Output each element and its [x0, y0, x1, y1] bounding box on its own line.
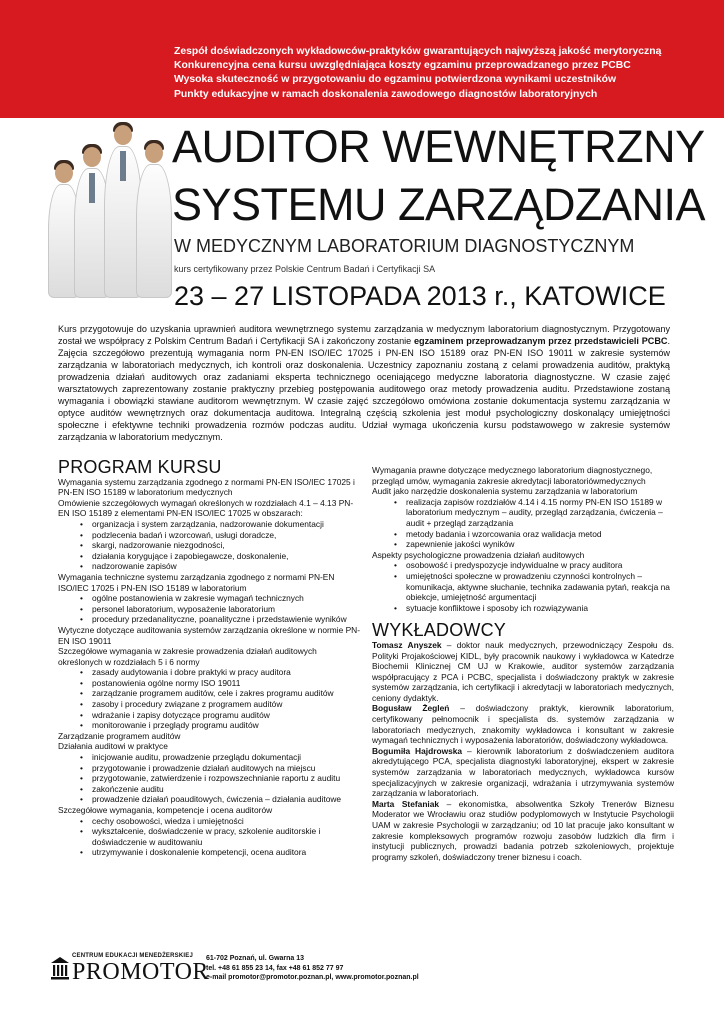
promotor-logo [50, 951, 209, 989]
lecturer-name: Bogusław Żegleń [372, 703, 450, 714]
list-item: • cechy osobowości, wiedza i umiejętności [80, 816, 361, 827]
program-section [58, 457, 361, 858]
logo-tagline: CENTRUM EDUKACJI MENEDŻERSKIEJ [72, 953, 194, 959]
list-item: • nadzorowanie zapisów [80, 561, 361, 572]
lecturer-description: – doświadczony praktyk, kierownik laboratorium, certyfikowany pełnomocnik i specjalista ds. systemów zarządzania w laboratoriach medycznych, znakomity wykładowca i konsultant w zakresie wymagań technicznych i wyposażenia laboratoriów, doświadczony wykładowca. [372, 703, 674, 746]
benefit-item: Punkty edukacyjne w ramach doskonalenia zawodowego diagnostów laboratoryjnych [174, 88, 598, 100]
list-item: • realizacja zapisów rozdziałów 4.14 i 4.15 normy PN-EN ISO 15189 w laboratorium medycznym – audity, przegląd zarządzania, ćwiczenia – audit + przegląd zarządzania [394, 497, 674, 529]
benefit-item: Zespół doświadczonych wykładowców-praktyków gwarantujących najwyższą jakość merytoryczną [174, 46, 662, 57]
program-item: Audit jako narzędzie doskonalenia systemu zarządzania w laboratorium [372, 486, 638, 497]
program-item: Wymagania prawne dotyczące medycznego laboratorium diagnostycznego, przegląd umów, wymagania zakresie akredytacji laboratoriówmedycznych [372, 465, 653, 486]
list-item: • procedury przedanalityczne, poanalityczne i przedstawienie wyników [80, 614, 361, 625]
bullet-list [372, 560, 674, 613]
doctor-figure [136, 164, 172, 298]
intro-paragraph [58, 323, 670, 443]
building-icon [50, 955, 70, 981]
page-title-line-1: AUDITOR WEWNĘTRZNY [172, 121, 705, 172]
list-item: • zakończenie auditu [80, 784, 361, 795]
list-item: • działania korygujące i zapobiegawcze, doskonalenie, [80, 551, 361, 562]
benefits-list [174, 45, 661, 102]
program-item: Zarządzanie programem auditów [58, 730, 181, 741]
list-item: • utrzymywanie i doskonalenie kompetencji, ocena auditora [80, 847, 361, 858]
list-item: • umiejętności społeczne w prowadzeniu czynności kontrolnych – komunikacja, aktywne słuchanie, technika zadawania pytań, reakcja na obiekcje, umiejętność argumentacji [394, 571, 674, 603]
intro-highlight: egzaminem przeprowadzanym przez przedstawicieli PCBC [413, 336, 668, 347]
program-heading: PROGRAM KURSU [58, 457, 222, 477]
program-item: Wytyczne dotyczące auditowania systemów zarządzania określone w normie PN-EN ISO 19011 [58, 624, 361, 646]
lecturer-bio [372, 746, 674, 799]
lecturers-heading: WYKŁADOWCY [372, 620, 507, 641]
program-item: Wymagania techniczne systemu zarządzania zgodnego z normami PN-EN ISO/IEC 17025 i PN-EN ISO 15189 w laboratorium [58, 571, 335, 593]
list-item: • skargi, nadzorowanie niezgodności, [80, 540, 361, 551]
list-item: • monitorowanie i przeglądy programu auditów [80, 720, 361, 731]
list-item: • postanowienia ogólne normy ISO 19011 [80, 678, 361, 689]
program-item: Działania auditowi w praktyce [58, 741, 168, 752]
lecturer-name: Marta Stefaniak [372, 798, 440, 809]
list-item: • zarządzanie programem auditów, cele i zakres programu auditów [80, 688, 361, 699]
lecturer-bio [372, 640, 674, 704]
benefit-item: Wysoka skuteczność w przygotowaniu do egzaminu potwierdzona wynikami uczestników [174, 74, 617, 86]
lecturer-description: – ekonomistka, absolwentka Szkoły Trenerów Biznesu Moderator we Wrocławiu oraz studiów podyplomowych w Instytucie Psychologii UAM w zakresie Psychologii w zarządzaniu; od 10 lat pracuje jako konsultant w zakresie kompleksowych programów rozwoju zasobów ludzkich dla firm i instytucji publicznych, prowadzi badania potrzeb szkoleniowych, projektuje programy szkoleń, doświadczony trener biznesu i coach. [372, 798, 674, 862]
contact-info [206, 954, 419, 983]
address-line: 61-702 Poznań, ul. Gwarna 13 [206, 955, 305, 962]
email-line: e-mail promotor@promotor.poznan.pl, www.promotor.poznan.pl [206, 974, 419, 982]
footer [50, 951, 690, 991]
list-item: • sytuacje konfliktowe i sposoby ich rozwiązywania [394, 603, 674, 614]
bullet-list [58, 752, 361, 805]
page-title-line-2: SYSTEMU ZARZĄDZANIA [172, 179, 706, 230]
benefit-item: Konkurencyjna cena kursu uwzględniająca koszty egzaminu przeprowadzanego przez PCBC [174, 60, 631, 72]
list-item: • organizacja i system zarządzania, nadzorowanie dokumentacji [80, 519, 361, 530]
list-item: • zasoby i procedury związane z programem auditów [80, 699, 361, 710]
page-subtitle: W MEDYCZNYM LABORATORIUM DIAGNOSTYCZNYM [174, 236, 635, 256]
program-item: Szczegółowe wymagania w zakresie prowadzenia działań auditowych określonych w rozdziałach 5 i 6 normy [58, 646, 317, 667]
list-item: • podzlecenia badań i wzorcowań, usługi doradcze, [80, 530, 361, 541]
program-continued [372, 465, 674, 862]
bullet-list [372, 497, 674, 550]
program-item: Wymagania systemu zarządzania zgodnego z normami PN-EN ISO/IEC 17025 i PN-EN ISO 15189 w laboratorium medycznych [58, 476, 355, 498]
bullet-list [58, 593, 361, 625]
list-item: • prowadzenie działań poauditowych, ćwiczenia – działania auditowe [80, 794, 361, 805]
lecturer-bio [372, 703, 674, 745]
doctors-illustration [44, 130, 174, 298]
lecturer-name: Tomasz Anyszek [372, 639, 442, 650]
bullet-list [58, 667, 361, 731]
intro-text: Kurs przygotowuje do uzyskania uprawnień auditora wewnętrznego systemu zarządzania w medycznym laboratorium diagnostycznym. Przygotowany został we współpracy z Polskim Centrum Badań i Certyfikacji SA i zakończony zostanie [58, 324, 670, 347]
logo-wordmark: PROMOTOR [72, 959, 209, 985]
list-item: • osobowość i predyspozycje indywidualne w pracy auditora [394, 560, 674, 571]
event-date-location: 23 – 27 LISTOPADA 2013 r., KATOWICE [174, 281, 666, 311]
lecturer-description: – doktor nauk medycznych, przewodniczący Zespołu ds. Polityki Projakościowej KIDL, były pracownik naukowy i wykładowca w Katedrze Biochemii Klinicznej CM UJ w Krakowie, auditor systemów zarządzania współpracujący z PCA i PCBC, specjalista i doświadczony praktyk w zakresie systemów zarządzania, ich certyfikacji i akredytacji w laboratoriach medycznych, ceniony dydaktyk. [372, 639, 674, 703]
list-item: • personel laboratorium, wyposażenie laboratorium [80, 604, 361, 615]
top-banner [0, 0, 724, 118]
lecturer-bio [372, 799, 674, 863]
list-item: • przygotowanie, zatwierdzenie i rozpowszechnianie raportu z auditu [80, 773, 361, 784]
program-item: Szczegółowe wymagania, kompetencje i ocena auditorów [58, 805, 273, 815]
program-item: Aspekty psychologiczne prowadzenia działań auditowych [372, 549, 585, 560]
list-item: • przygotowanie i prowadzenie działań auditowych na miejscu [80, 763, 361, 774]
bullet-list [58, 816, 361, 858]
program-item: Omówienie szczegółowych wymagań określonych w rozdziałach 4.1 – 4.13 PN-EN ISO 15189 z elementami PN-EN ISO/IEC 17025 w obszarach: [58, 497, 354, 519]
list-item: • wdrażanie i zapisy dotyczące programu auditów [80, 710, 361, 721]
list-item: • wykształcenie, doświadczenie w pracy, szkolenie auditorskie i doświadczenie w auditowaniu [80, 826, 361, 847]
list-item: • zasady audytowania i dobre praktyki w pracy auditora [80, 667, 361, 678]
list-item: • inicjowanie auditu, prowadzenie przeglądu dokumentacji [80, 752, 361, 763]
bullet-list [58, 519, 361, 572]
lecturer-name: Bogumiła Hajdrowska [372, 745, 463, 756]
list-item: • metody badania i wzorcowania oraz walidacja metod [394, 529, 674, 540]
intro-text: . Zajęcia szczegółowo prezentują wymagania norm PN-EN ISO/IEC 17025 i PN-EN ISO 15189 oraz PN-EN ISO 19011 w zakresie systemów zarządzania w laboratoriach medycznych, ich kontroli oraz doskonalenia. Uczestnicy zapoznaniu zostaną z celami prowadzenia auditów, praktyką prowadzenia działań auditowych oraz zadaniami eksperta technicznego oceniającego medyczne laboratoria diagnostyczne. W czasie zajęć warsztatowych zaprezentowany zostanie praktyczny przebieg postępowania auditowego oraz metody prowadzenia auditu. Przedstawione zostaną wymagania i obowiązki stawiane auditorom wewnętrznym. W czasie zajęć szczegółowo omówiona zostanie dokumentacja systemu zarządzania w optyce auditów wewnętrznych oraz dokumentacja auditowa. Integralną częścią szkolenia jest moduł psychologiczny doskonalący umiejętności społeczne i efektywne techniki prowadzenia rozmów podczas auditu. Udział wymaga ukończenia kursu podstawowego w zakresie systemów zarządzania w laboratorium medycznym. [58, 336, 670, 443]
lecturer-description: – kierownik laboratorium z doświadczeniem auditora akredytującego PCA, specjalista diagnostyki laboratoryjnej, ekspert w zakresie systemów zarządzania w laboratoriach medycznych, wykładowca kursów specjalizacyjnych w zakresie organizacji, wdrażania i utrzymywania systemów zarządzania w laboratoriach. [372, 745, 674, 799]
list-item: • ogólne postanowienia w zakresie wymagań technicznych [80, 593, 361, 604]
list-item: • zapewnienie jakości wyników [394, 539, 674, 550]
phone-line: tel. +48 61 855 23 14, fax +48 61 852 77 97 [206, 964, 344, 972]
certification-note: kurs certyfikowany przez Polskie Centrum Badań i Certyfikacji SA [174, 264, 436, 274]
